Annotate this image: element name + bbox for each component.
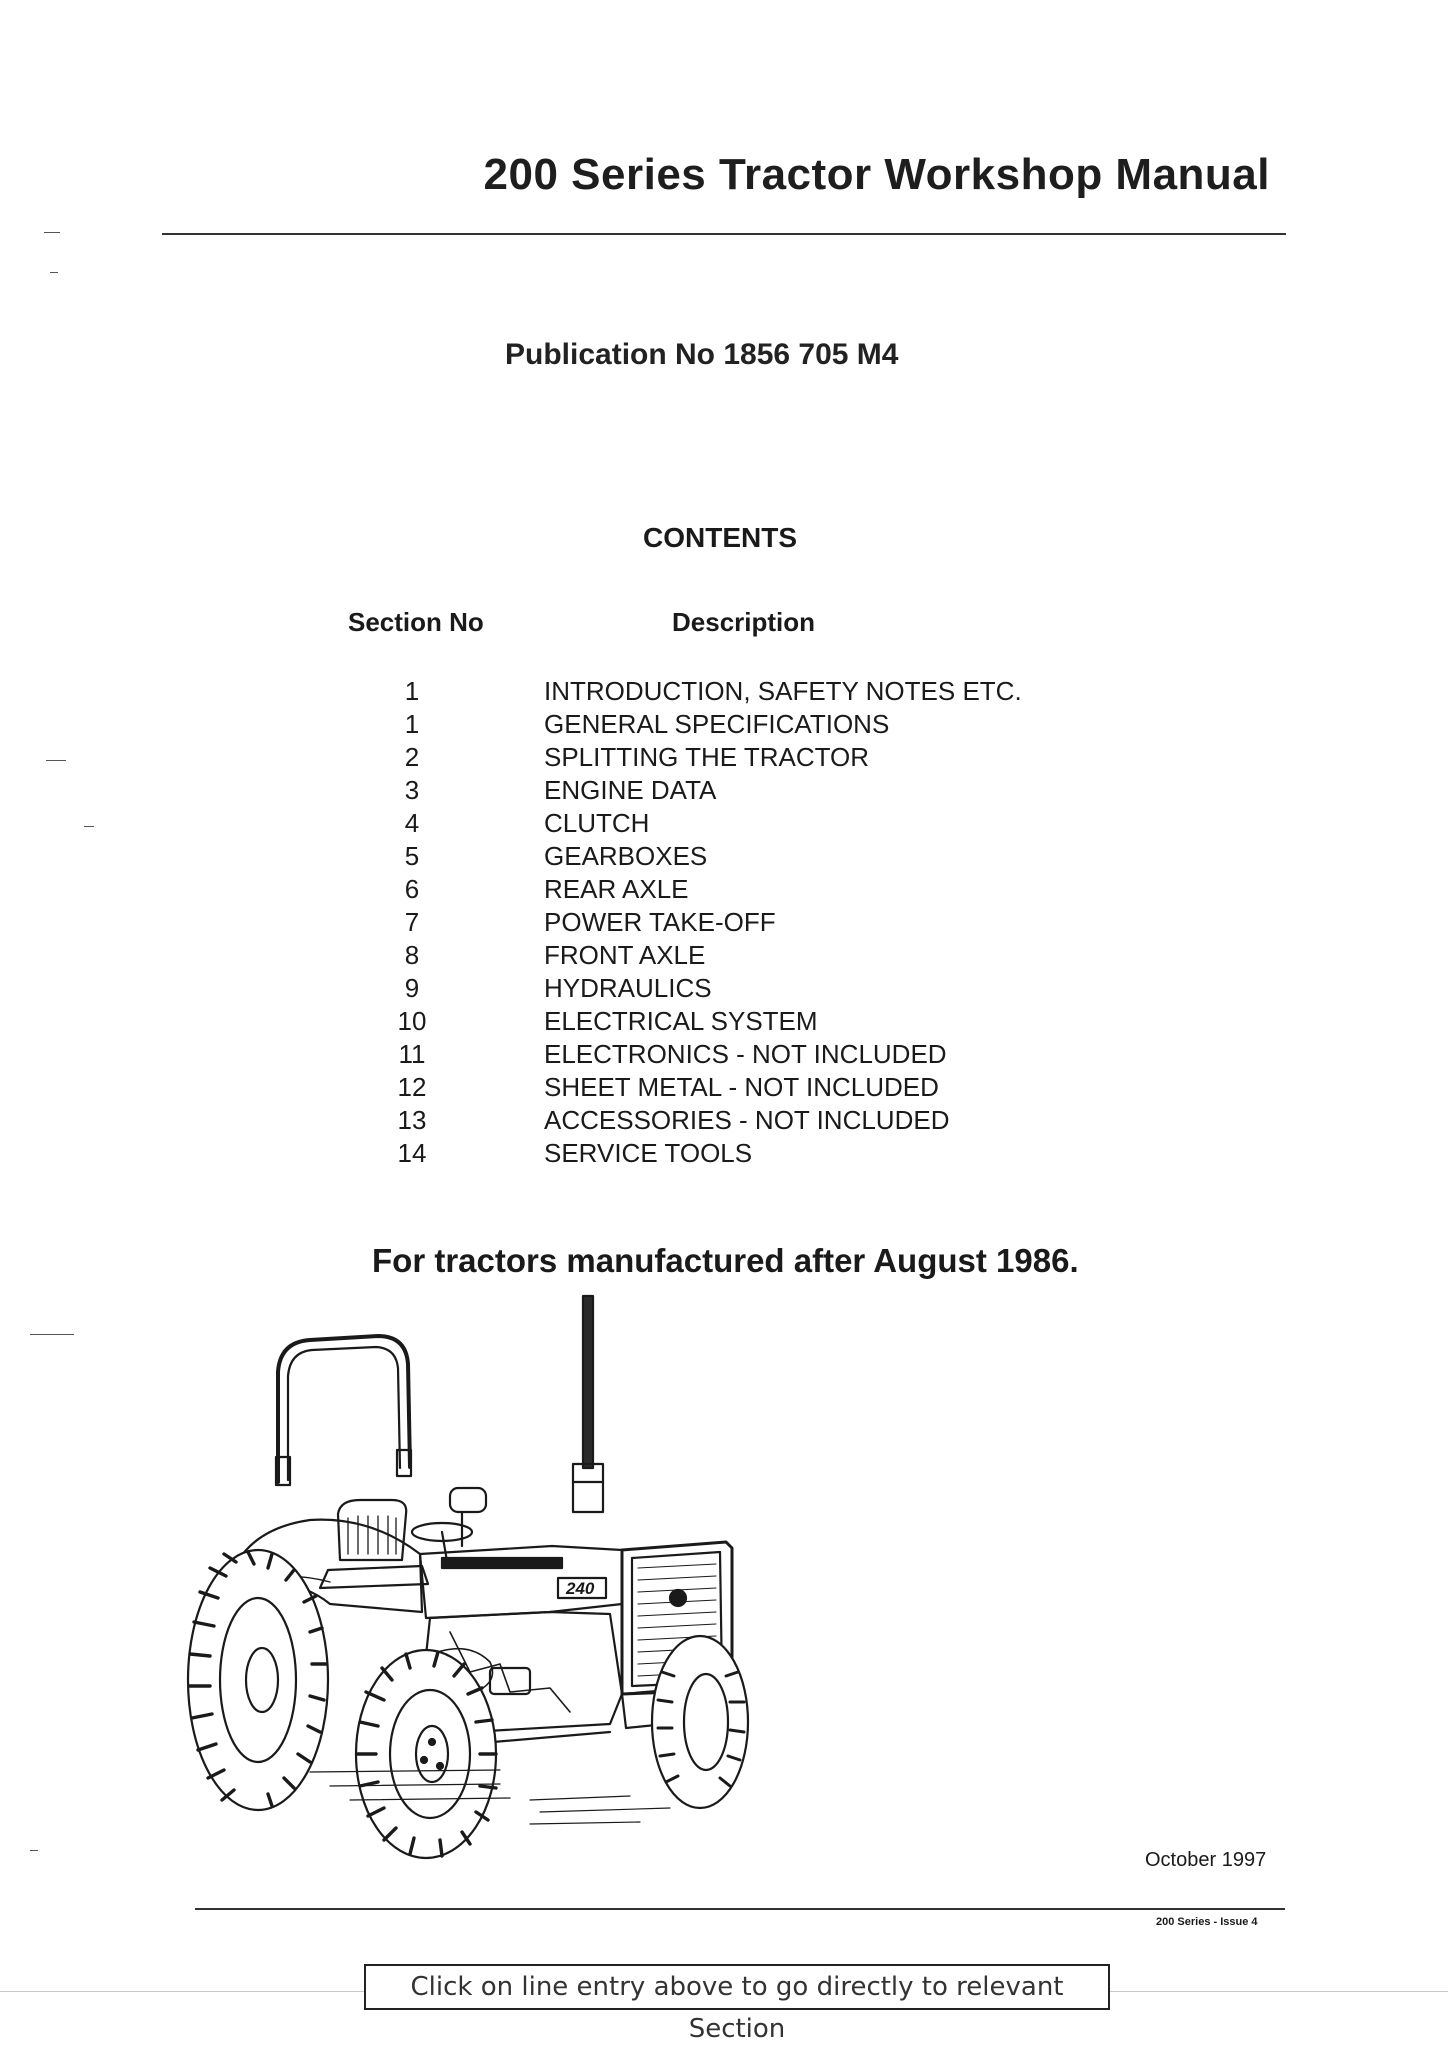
section-description[interactable]: SPLITTING THE TRACTOR xyxy=(544,742,870,772)
description-column-header: Description xyxy=(672,607,816,637)
section-number: 12 xyxy=(397,1072,427,1102)
scan-mark xyxy=(46,760,66,761)
publication-date: October 1997 xyxy=(1145,1849,1267,1871)
contents-entry[interactable] xyxy=(0,774,1448,807)
section-number: 7 xyxy=(404,907,420,937)
contents-entry[interactable] xyxy=(0,675,1448,708)
section-description[interactable]: ELECTRONICS - NOT INCLUDED xyxy=(544,1039,947,1069)
scan-mark xyxy=(30,1334,74,1335)
contents-entry[interactable] xyxy=(0,1104,1448,1137)
section-number: 8 xyxy=(404,940,420,970)
navigation-hint-box: Click on line entry above to go directly to relevant Section xyxy=(364,1964,1110,2010)
footer-divider xyxy=(195,1908,1285,1910)
document-title: 200 Series Tractor Workshop Manual xyxy=(483,150,1270,199)
section-number: 13 xyxy=(397,1105,427,1135)
section-description[interactable]: HYDRAULICS xyxy=(544,973,712,1003)
contents-entry[interactable] xyxy=(0,906,1448,939)
manufacture-note: For tractors manufactured after August 1986. xyxy=(372,1242,1079,1279)
section-number: 10 xyxy=(397,1006,427,1036)
tractor-illustration xyxy=(170,1292,820,1862)
contents-entry[interactable] xyxy=(0,1137,1448,1170)
contents-entry[interactable] xyxy=(0,807,1448,840)
section-description[interactable]: ELECTRICAL SYSTEM xyxy=(544,1006,818,1036)
publication-number: Publication No 1856 705 M4 xyxy=(505,338,899,371)
contents-entry[interactable] xyxy=(0,708,1448,741)
contents-entry[interactable] xyxy=(0,972,1448,1005)
series-issue-label: 200 Series - Issue 4 xyxy=(1156,1916,1258,1928)
section-number: 6 xyxy=(404,874,420,904)
section-number: 2 xyxy=(404,742,420,772)
section-number: 5 xyxy=(404,841,420,871)
section-number: 1 xyxy=(404,676,420,706)
contents-entry[interactable] xyxy=(0,741,1448,774)
section-description[interactable]: REAR AXLE xyxy=(544,874,689,904)
section-description[interactable]: CLUTCH xyxy=(544,808,650,838)
section-description[interactable]: SHEET METAL - NOT INCLUDED xyxy=(544,1072,939,1102)
section-description[interactable]: GENERAL SPECIFICATIONS xyxy=(544,709,890,739)
section-number: 14 xyxy=(397,1138,427,1168)
contents-entry[interactable] xyxy=(0,1005,1448,1038)
title-divider xyxy=(162,233,1286,235)
scan-mark xyxy=(44,232,60,233)
scan-mark xyxy=(50,272,58,273)
section-no-column-header: Section No xyxy=(348,607,484,637)
hood-model-number: 240 xyxy=(566,1579,595,1598)
section-description[interactable]: SERVICE TOOLS xyxy=(544,1138,753,1168)
section-number: 11 xyxy=(398,1039,426,1069)
section-description[interactable]: INTRODUCTION, SAFETY NOTES ETC. xyxy=(544,676,1022,706)
contents-entry[interactable] xyxy=(0,1038,1448,1071)
scan-mark xyxy=(30,1850,38,1851)
section-description[interactable]: GEARBOXES xyxy=(544,841,708,871)
scan-mark xyxy=(84,826,94,827)
section-description[interactable]: ENGINE DATA xyxy=(544,775,717,805)
contents-heading xyxy=(0,522,1448,554)
section-description[interactable]: ACCESSORIES - NOT INCLUDED xyxy=(544,1105,950,1135)
contents-entry[interactable] xyxy=(0,873,1448,906)
section-number: 9 xyxy=(404,973,420,1003)
contents-entry[interactable] xyxy=(0,939,1448,972)
contents-heading-text: CONTENTS xyxy=(643,522,797,553)
contents-entry[interactable] xyxy=(0,840,1448,873)
section-number: 1 xyxy=(404,709,420,739)
section-description[interactable]: POWER TAKE-OFF xyxy=(544,907,776,937)
section-number: 3 xyxy=(404,775,420,805)
section-description[interactable]: FRONT AXLE xyxy=(544,940,706,970)
section-number: 4 xyxy=(404,808,420,838)
contents-entry[interactable] xyxy=(0,1071,1448,1104)
